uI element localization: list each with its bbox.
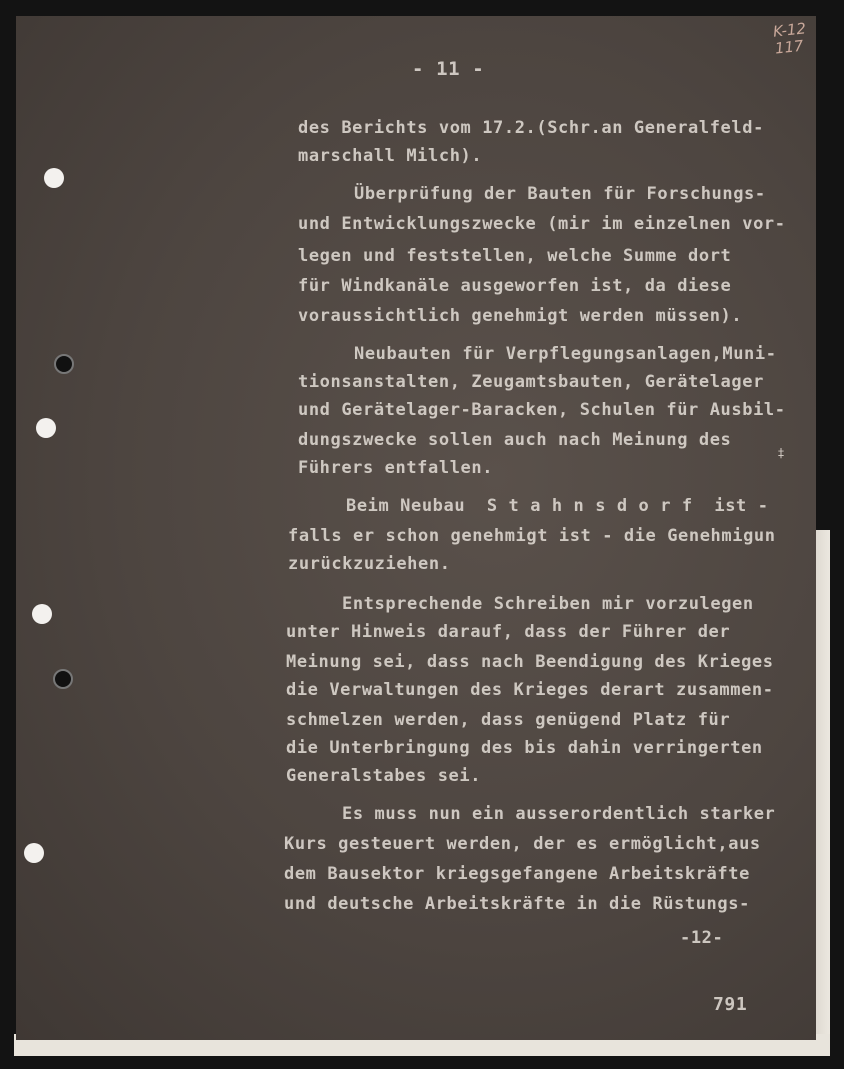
text-line: Führers entfallen.	[298, 458, 494, 478]
text-line: schmelzen werden, dass genügend Platz für	[286, 710, 731, 730]
text-line: Generalstabes sei.	[286, 766, 482, 786]
text-line: Entsprechende Schreiben mir vorzulegen	[342, 594, 754, 614]
text-line: unter Hinweis darauf, dass der Führer der	[286, 622, 731, 642]
text-line: voraussichtlich genehmigt werden müssen).	[298, 306, 743, 326]
punch-hole	[24, 843, 44, 863]
document-page	[16, 16, 816, 1040]
text-line: Neubauten für Verpflegungsanlagen,Muni-	[354, 344, 777, 364]
punch-hole	[44, 168, 64, 188]
punch-hole	[36, 418, 56, 438]
text-line: Meinung sei, dass nach Beendigung des Krieges	[286, 652, 774, 672]
archive-mark: K-12 117	[772, 19, 807, 58]
stamp-number: 791	[713, 994, 748, 1015]
text-line: Überprüfung der Bauten für Forschungs-	[354, 184, 766, 204]
text-line: dungszwecke sollen auch nach Meinung des	[298, 430, 732, 450]
text-line: Es muss nun ein ausserordentlich starker	[342, 804, 776, 824]
text-line: des Berichts vom 17.2.(Schr.an Generalfeld-	[298, 118, 764, 138]
text-line: zurückzuziehen.	[288, 554, 451, 574]
text-line: Beim Neubau S t a h n s d o r f ist -	[346, 496, 769, 516]
punch-hole	[53, 669, 73, 689]
text-line: und deutsche Arbeitskräfte in die Rüstungs-	[284, 894, 750, 914]
margin-mark: ‡	[778, 446, 784, 460]
punch-hole	[54, 354, 74, 374]
text-line: für Windkanäle ausgeworfen ist, da diese	[298, 276, 732, 296]
text-line: marschall Milch).	[298, 146, 483, 166]
text-line: falls er schon genehmigt ist - die Genehmigun	[288, 526, 776, 546]
text-line: tionsanstalten, Zeugamtsbauten, Gerätelager	[298, 372, 764, 392]
page-number: - 11 -	[412, 58, 485, 80]
next-page-marker: -12-	[680, 928, 724, 948]
text-line: dem Bausektor kriegsgefangene Arbeitskräfte	[284, 864, 750, 884]
punch-hole	[32, 604, 52, 624]
text-line: die Unterbringung des bis dahin verringerten	[286, 738, 763, 758]
text-line: legen und feststellen, welche Summe dort	[298, 246, 732, 266]
text-line: und Entwicklungszwecke (mir im einzelnen vor-	[298, 214, 786, 234]
text-line: und Gerätelager-Baracken, Schulen für Ausbil-	[298, 400, 786, 420]
text-line: die Verwaltungen des Krieges derart zusammen-	[286, 680, 774, 700]
text-line: Kurs gesteuert werden, der es ermöglicht,aus	[284, 834, 761, 854]
